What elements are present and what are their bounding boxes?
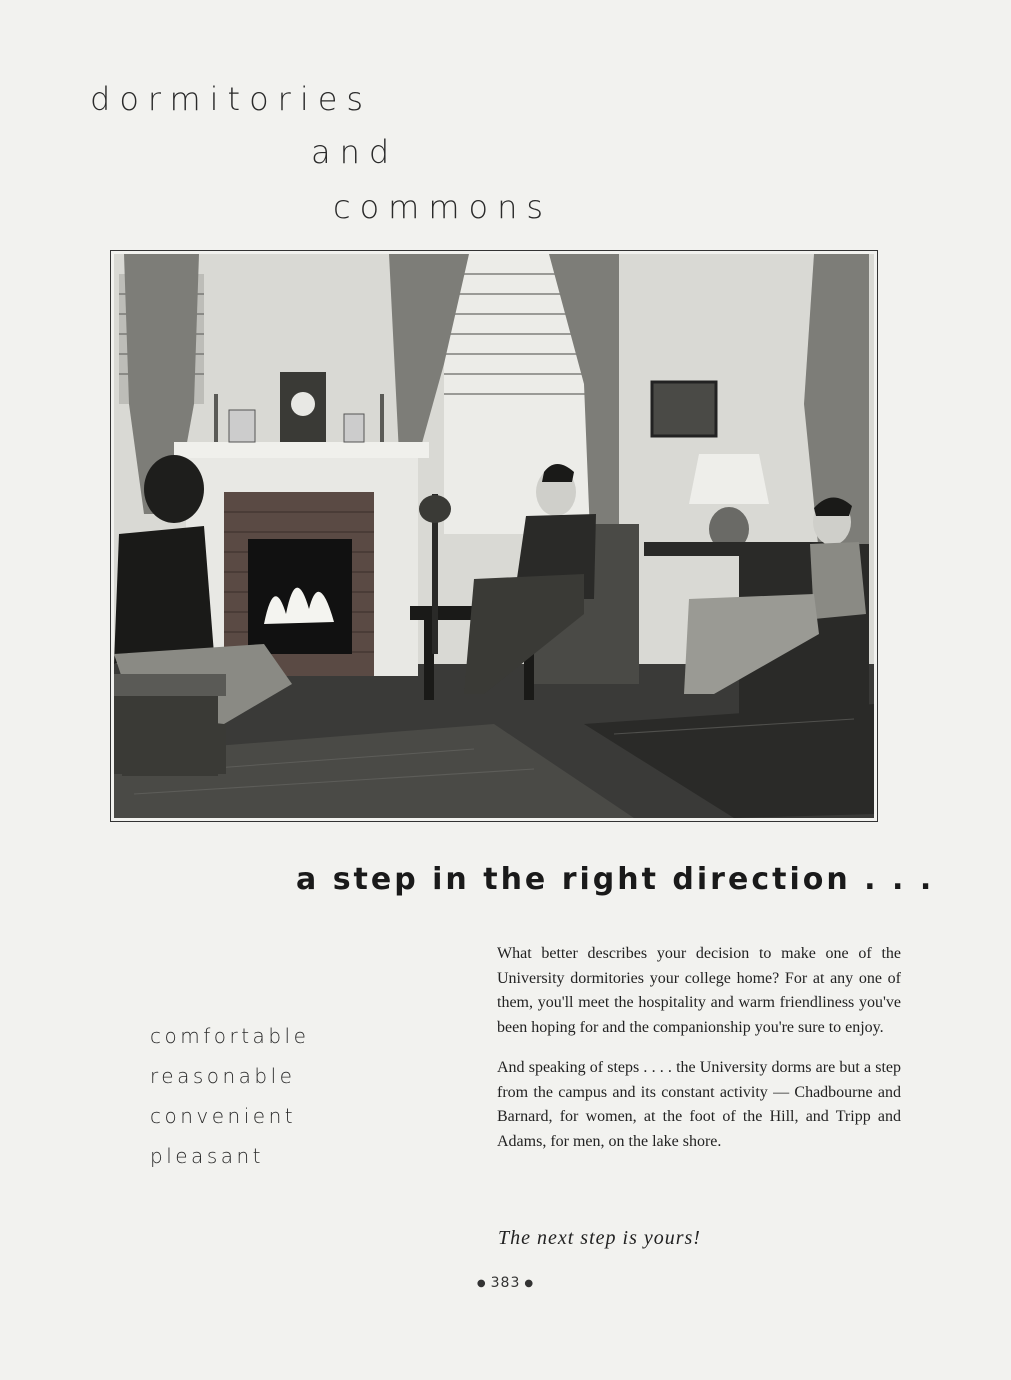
adjective-list [150,1016,309,1176]
adjective-item: pleasant [150,1144,265,1168]
photo-illustration [114,254,874,818]
title-line-dormitories: dormitories [90,80,373,118]
body-copy [497,942,901,1170]
closing-line: The next step is yours! [498,1227,701,1249]
body-paragraph: What better describes your decision to make one of the University dormitories your college home? For at any one of them, you'll meet the hospitality and warm friendliness you've been hoping for and the companionship you're sure to enjoy. [497,945,901,1036]
title-line-and: and [311,133,399,171]
bullet-icon: ● [476,1277,487,1289]
adjective-item: convenient [150,1104,297,1128]
body-paragraph: And speaking of steps . . . . the University dorms are but a step from the campus and its constant activity — Chadbourne and Barnard, for women, at the foot of the Hill, and Tripp and Adams, for men, on the lake shore. [497,1059,901,1150]
page-number [0,1275,1011,1291]
sitting-room-photo [110,250,878,822]
page-number-value: 383 [490,1275,521,1291]
title-line-commons: commons [333,188,553,226]
headline: a step in the right direction . . . [296,862,935,897]
adjective-item: reasonable [150,1064,296,1088]
bullet-icon: ● [524,1277,535,1289]
adjective-item: comfortable [150,1024,310,1048]
